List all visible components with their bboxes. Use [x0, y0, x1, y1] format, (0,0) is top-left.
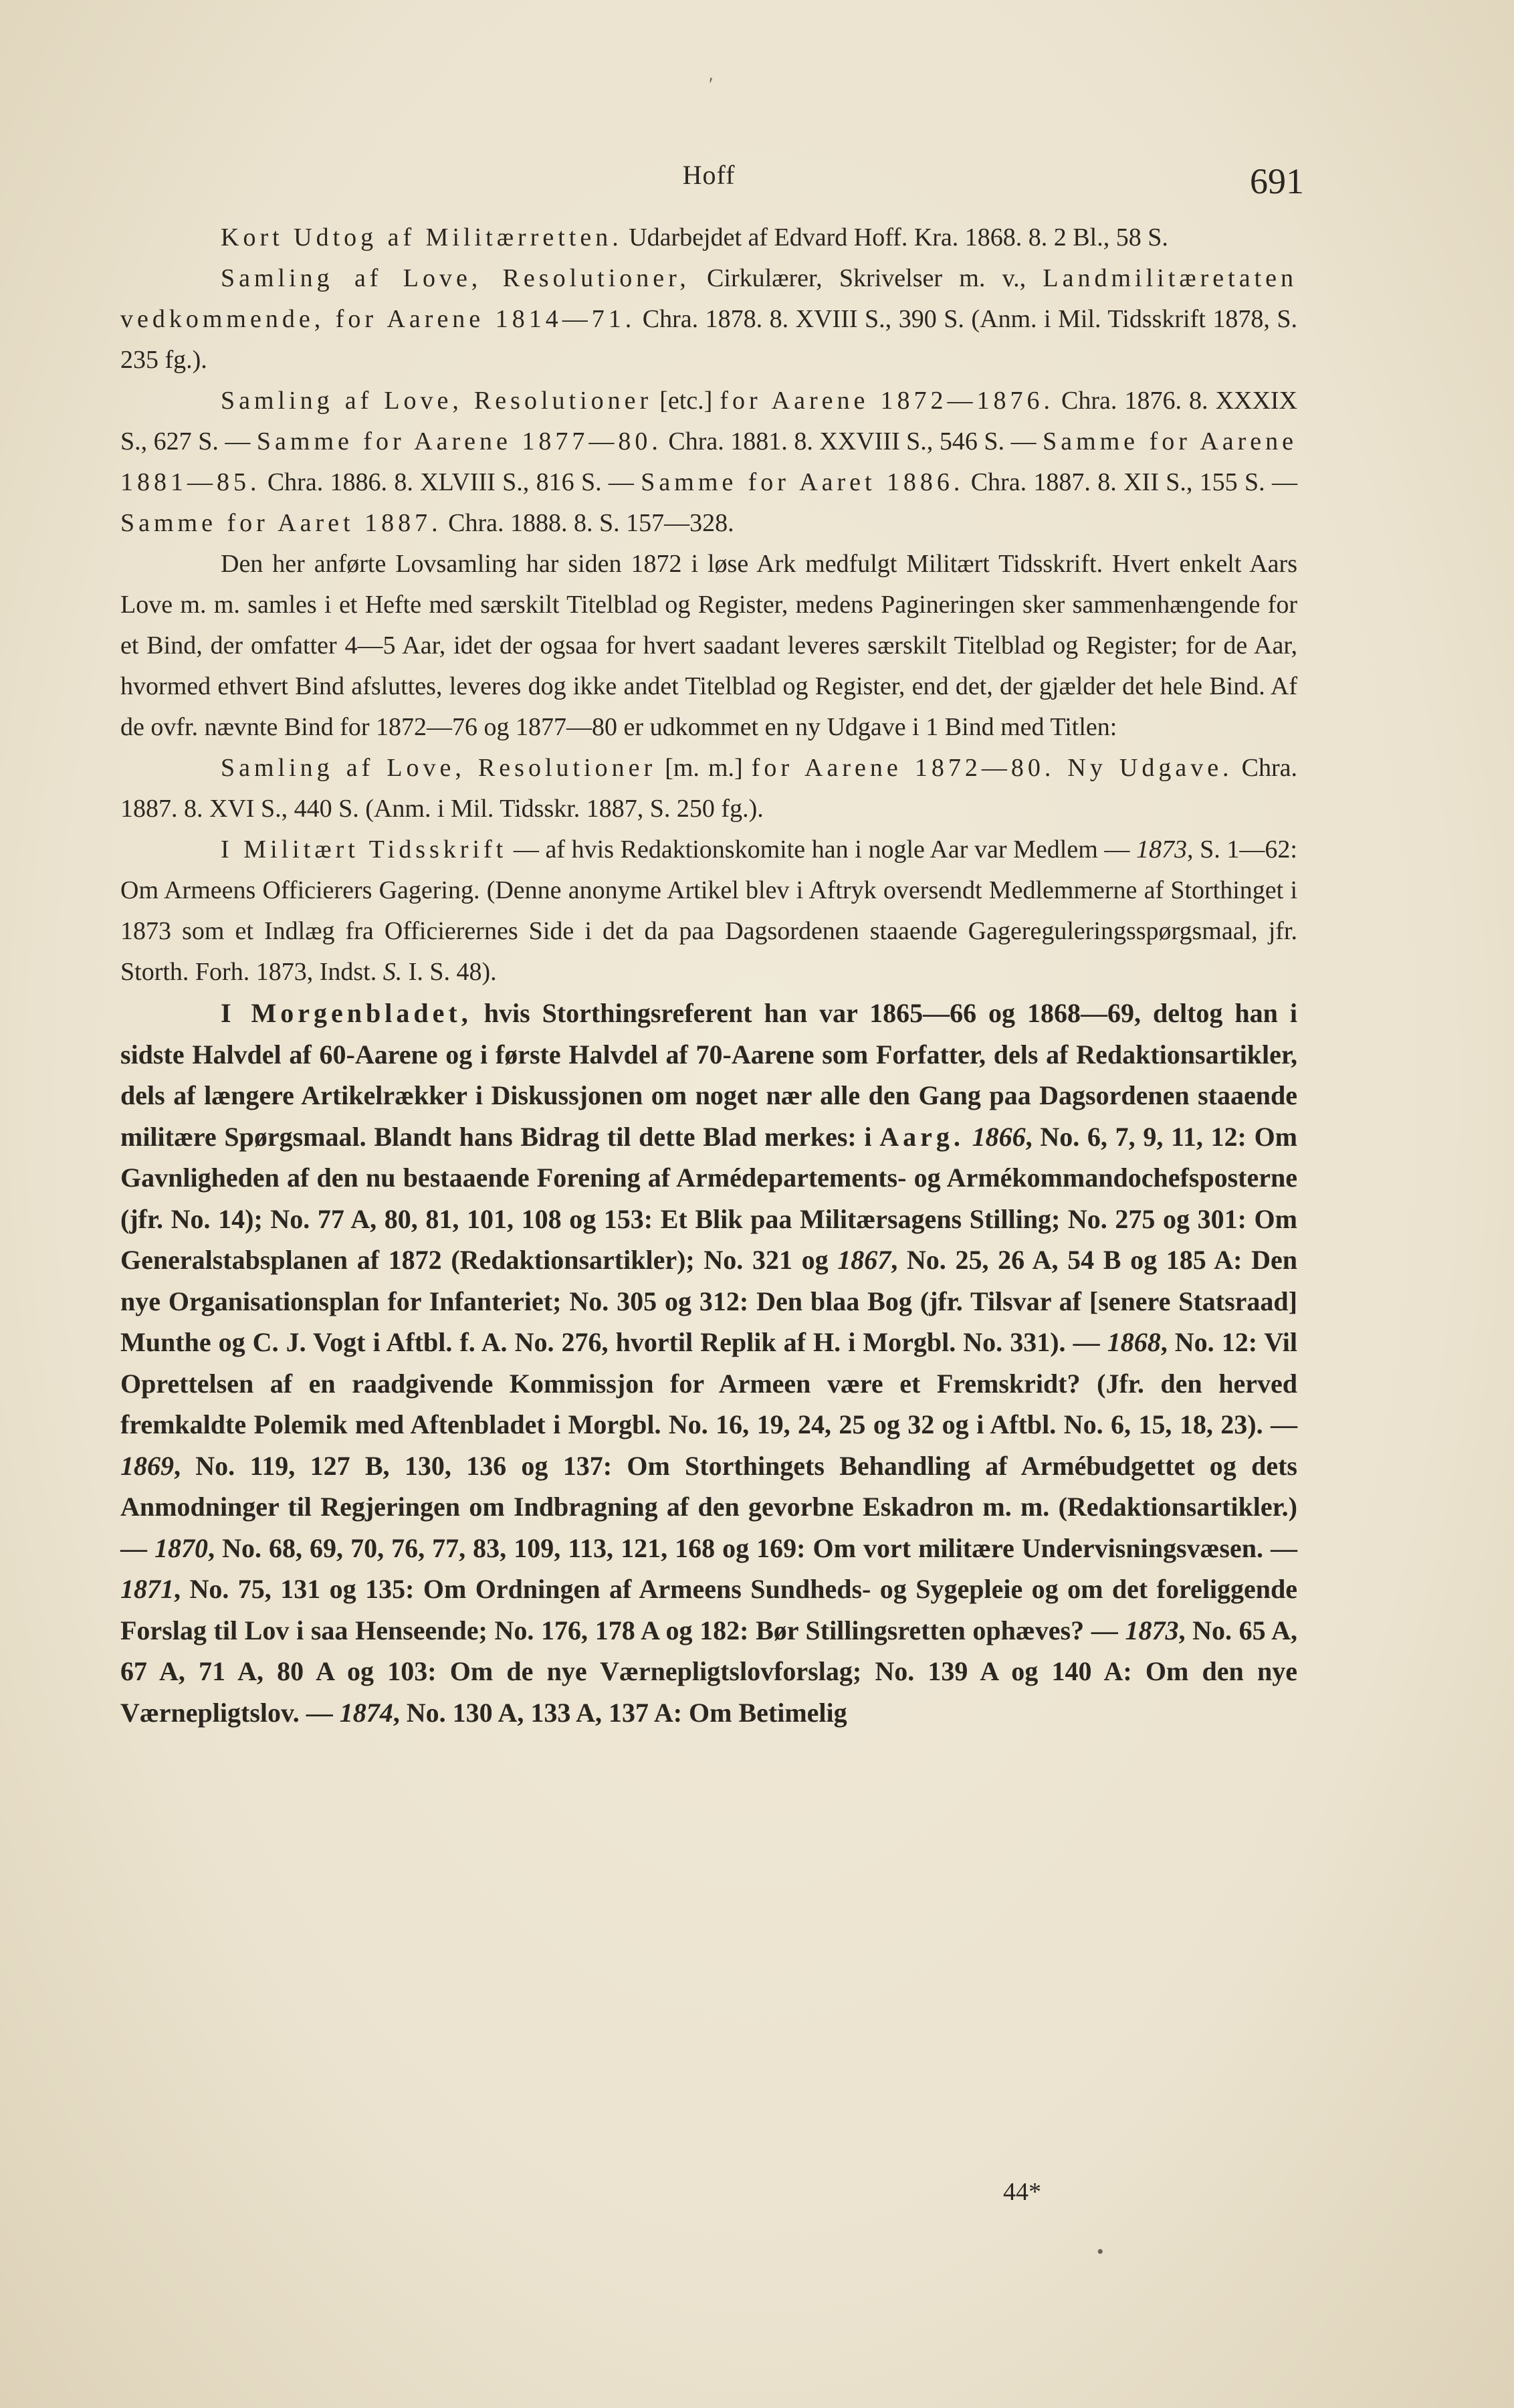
signature-mark: 44*	[1003, 2178, 1041, 2206]
italic-text: 1866	[972, 1121, 1026, 1152]
italic-text: 1868	[1107, 1327, 1161, 1357]
spaced-title: Landmilitæretaten vedkommende, for Aarene 1814—71.	[120, 264, 1297, 333]
text-run: , No. 119, 127 B, 130, 136 og 137: Om Storthingets Behandling af Armébudgettet og dets Anmodninger til Regjeringen om Indbragning af den gevorbne Eskadron m. m. (Redaktionsartikler.) —	[120, 1450, 1297, 1563]
text-run: Chra. 1881. 8. XXVIII S., 546 S. —	[661, 427, 1043, 456]
body-text	[120, 217, 1297, 1733]
spaced-title: Samling af Love, Resolutioner	[221, 754, 657, 782]
italic-text: 1869	[120, 1450, 174, 1481]
italic-text: 1873	[1136, 835, 1188, 864]
text-run: Udarbejdet af Edvard Hoff. Kra. 1868. 8. 2 Bl., 58 S.	[622, 223, 1168, 252]
text-run: Chra. 1886. 8. XLVIII S., 816 S. —	[260, 468, 641, 496]
italic-text: S.	[383, 958, 403, 986]
running-head: Hoff	[682, 160, 736, 190]
stray-dot: •	[1097, 2241, 1104, 2263]
spaced-title: Samme for Aarene 1881—85.	[120, 427, 1298, 496]
spaced-title: Samme for Aaret 1886.	[641, 468, 964, 496]
paragraph-p1	[120, 217, 1297, 258]
paragraph-p2	[120, 258, 1297, 381]
text-run: , No. 6, 7, 9, 11, 12: Om Gavnligheden af den nu bestaaende Forening af Armédepartements- og Armékommandochefsposterne (jfr. No. 14); No. 77 A, 80, 81, 101, 108 og 153: Et Blik paa Militærsagens Stilling; No. 275 og 301: Om Generalstabsplanen af 1872 (Redaktionsartikler); No. 321 og	[120, 1121, 1298, 1275]
text-run: Chra. 1888. 8. S. 157—328.	[441, 509, 734, 537]
spaced-title: Aarg.	[879, 1121, 964, 1152]
italic-text: 1870	[154, 1532, 209, 1563]
paragraph-p6	[120, 829, 1297, 993]
paragraph-p3	[120, 381, 1297, 544]
text-run: , No. 65 A, 67 A, 71 A, 80 A og 103: Om de nye Værnepligtslovforslag; No. 139 A og 140 A: Om den nye Værnepligtslov. —	[120, 1615, 1298, 1728]
stray-mark: ′	[709, 74, 714, 96]
text-run: Cirkulærer, Skrivelser m. v.,	[689, 264, 1043, 292]
paragraph-p7	[120, 993, 1297, 1733]
page-header	[120, 153, 1304, 213]
paragraph-p4	[120, 544, 1297, 748]
text-run: [m. m.]	[656, 754, 752, 782]
text-run: Den her anførte Lovsamling har siden 1872 i løse Ark medfulgt Militært Tidsskrift. Hvert enkelt Aars Love m. m. samles i et Hefte med særskilt Titelblad og Register, medens Pagineringen sker sammenhængende for et Bind, der omfatter 4—5 Aar, idet der ogsaa for hvert saadant leveres særskilt Titelblad og Register; for de Aar, hvormed ethvert Bind afsluttes, leveres dog ikke andet Titelblad og Register, end det, der gjælder det hele Bind. Af de ovfr. nævnte Bind for 1872—76 og 1877—80 er udkommet en ny Udgave i 1 Bind med Titlen:	[120, 550, 1297, 741]
italic-text: 1873	[1125, 1615, 1179, 1645]
page-number: 691	[1250, 161, 1304, 201]
spaced-title: I Morgenbladet,	[221, 998, 472, 1028]
text-run: — af hvis Redaktionskomite han i nogle Aar var Medlem —	[507, 835, 1137, 864]
italic-text: 1874	[339, 1697, 393, 1728]
paragraph-p5	[120, 748, 1297, 829]
text-run: hvis Storthingsreferent han var 1865—66 og 1868—69, deltog han i sidste Halvdel af 60-Aarene og i første Halvdel af 70-Aarene som Forfatter, dels af Redaktionsartikler, dels af længere Artikelrækker i Diskussjonen om noget nær alle den Gang paa Dagsordenen staaende militære Spørgsmaal. Blandt hans Bidrag til dette Blad merkes: i	[120, 998, 1297, 1152]
text-run: , No. 75, 131 og 135: Om Ordningen af Armeens Sundheds- og Sygepleie og om det foreliggende Forslag til Lov i saa Henseende; No. 176, 178 A og 182: Bør Stillingsretten ophæves? —	[120, 1574, 1297, 1645]
text-run: , No. 130 A, 133 A, 137 A: Om Betimelig	[393, 1697, 847, 1728]
text-run: Chra. 1878. 8. XVIII S., 390 S. (Anm. i Mil. Tidsskrift 1878, S. 235 fg.).	[120, 305, 1297, 374]
text-run: [etc.]	[652, 387, 720, 415]
text-run: I. S. 48).	[402, 958, 497, 986]
spaced-title: Samling af Love, Resolutioner,	[221, 264, 690, 292]
text-run: Chra. 1887. 8. XVI S., 440 S. (Anm. i Mil. Tidsskr. 1887, S. 250 fg.).	[120, 754, 1297, 823]
spaced-title: for Aarene 1872—80. Ny Udgave.	[751, 754, 1233, 782]
text-run: Chra. 1887. 8. XII S., 155 S. —	[964, 468, 1297, 496]
text-run: , S. 1—62: Om Armeens Officierers Gagering. (Denne anonyme Artikel blev i Aftryk oversendt Medlemmerne af Storthinget i 1873 som et Indlæg fra Officierernes Side i det da paa Dagsordenen staaende Gagereguleringsspørgsmaal, jfr. Storth. Forh. 1873, Indst.	[120, 835, 1297, 986]
text-run: Chra. 1876. 8. XXXIX S., 627 S. —	[120, 387, 1297, 456]
text-run: , No. 68, 69, 70, 76, 77, 83, 109, 113, 121, 168 og 169: Om vort militære Undervisningsvæsen. —	[208, 1532, 1298, 1563]
italic-text: 1867	[837, 1245, 891, 1275]
spaced-title: Samme for Aarene 1877—80.	[256, 427, 662, 456]
spaced-title: Samme for Aaret 1887.	[120, 509, 442, 537]
spaced-title: I Militært Tidsskrift	[221, 835, 508, 864]
text-run	[964, 1122, 972, 1152]
spaced-title: Kort Udtog af Militærretten.	[221, 223, 623, 252]
italic-text: 1871	[120, 1574, 174, 1604]
spaced-title: Samling af Love, Resolutioner	[221, 387, 653, 415]
text-run: , No. 25, 26 A, 54 B og 185 A: Den nye Organisationsplan for Infanteriet; No. 305 og 312: Den blaa Bog (jfr. Tilsvar af [senere Statsraad] Munthe og C. J. Vogt i Aftbl. f. A. No. 276, hvortil Replik af H. i Morgbl. No. 331). —	[120, 1245, 1297, 1357]
text-run: , No. 12: Vil Oprettelsen af en raadgivende Kommissjon for Armeen være et Fremskridt? (Jfr. den herved fremkaldte Polemik med Aftenbladet i Morgbl. No. 16, 19, 24, 25 og 32 og i Aftbl. No. 6, 15, 18, 23). —	[120, 1327, 1297, 1439]
spaced-title: for Aarene 1872—1876.	[720, 387, 1054, 415]
